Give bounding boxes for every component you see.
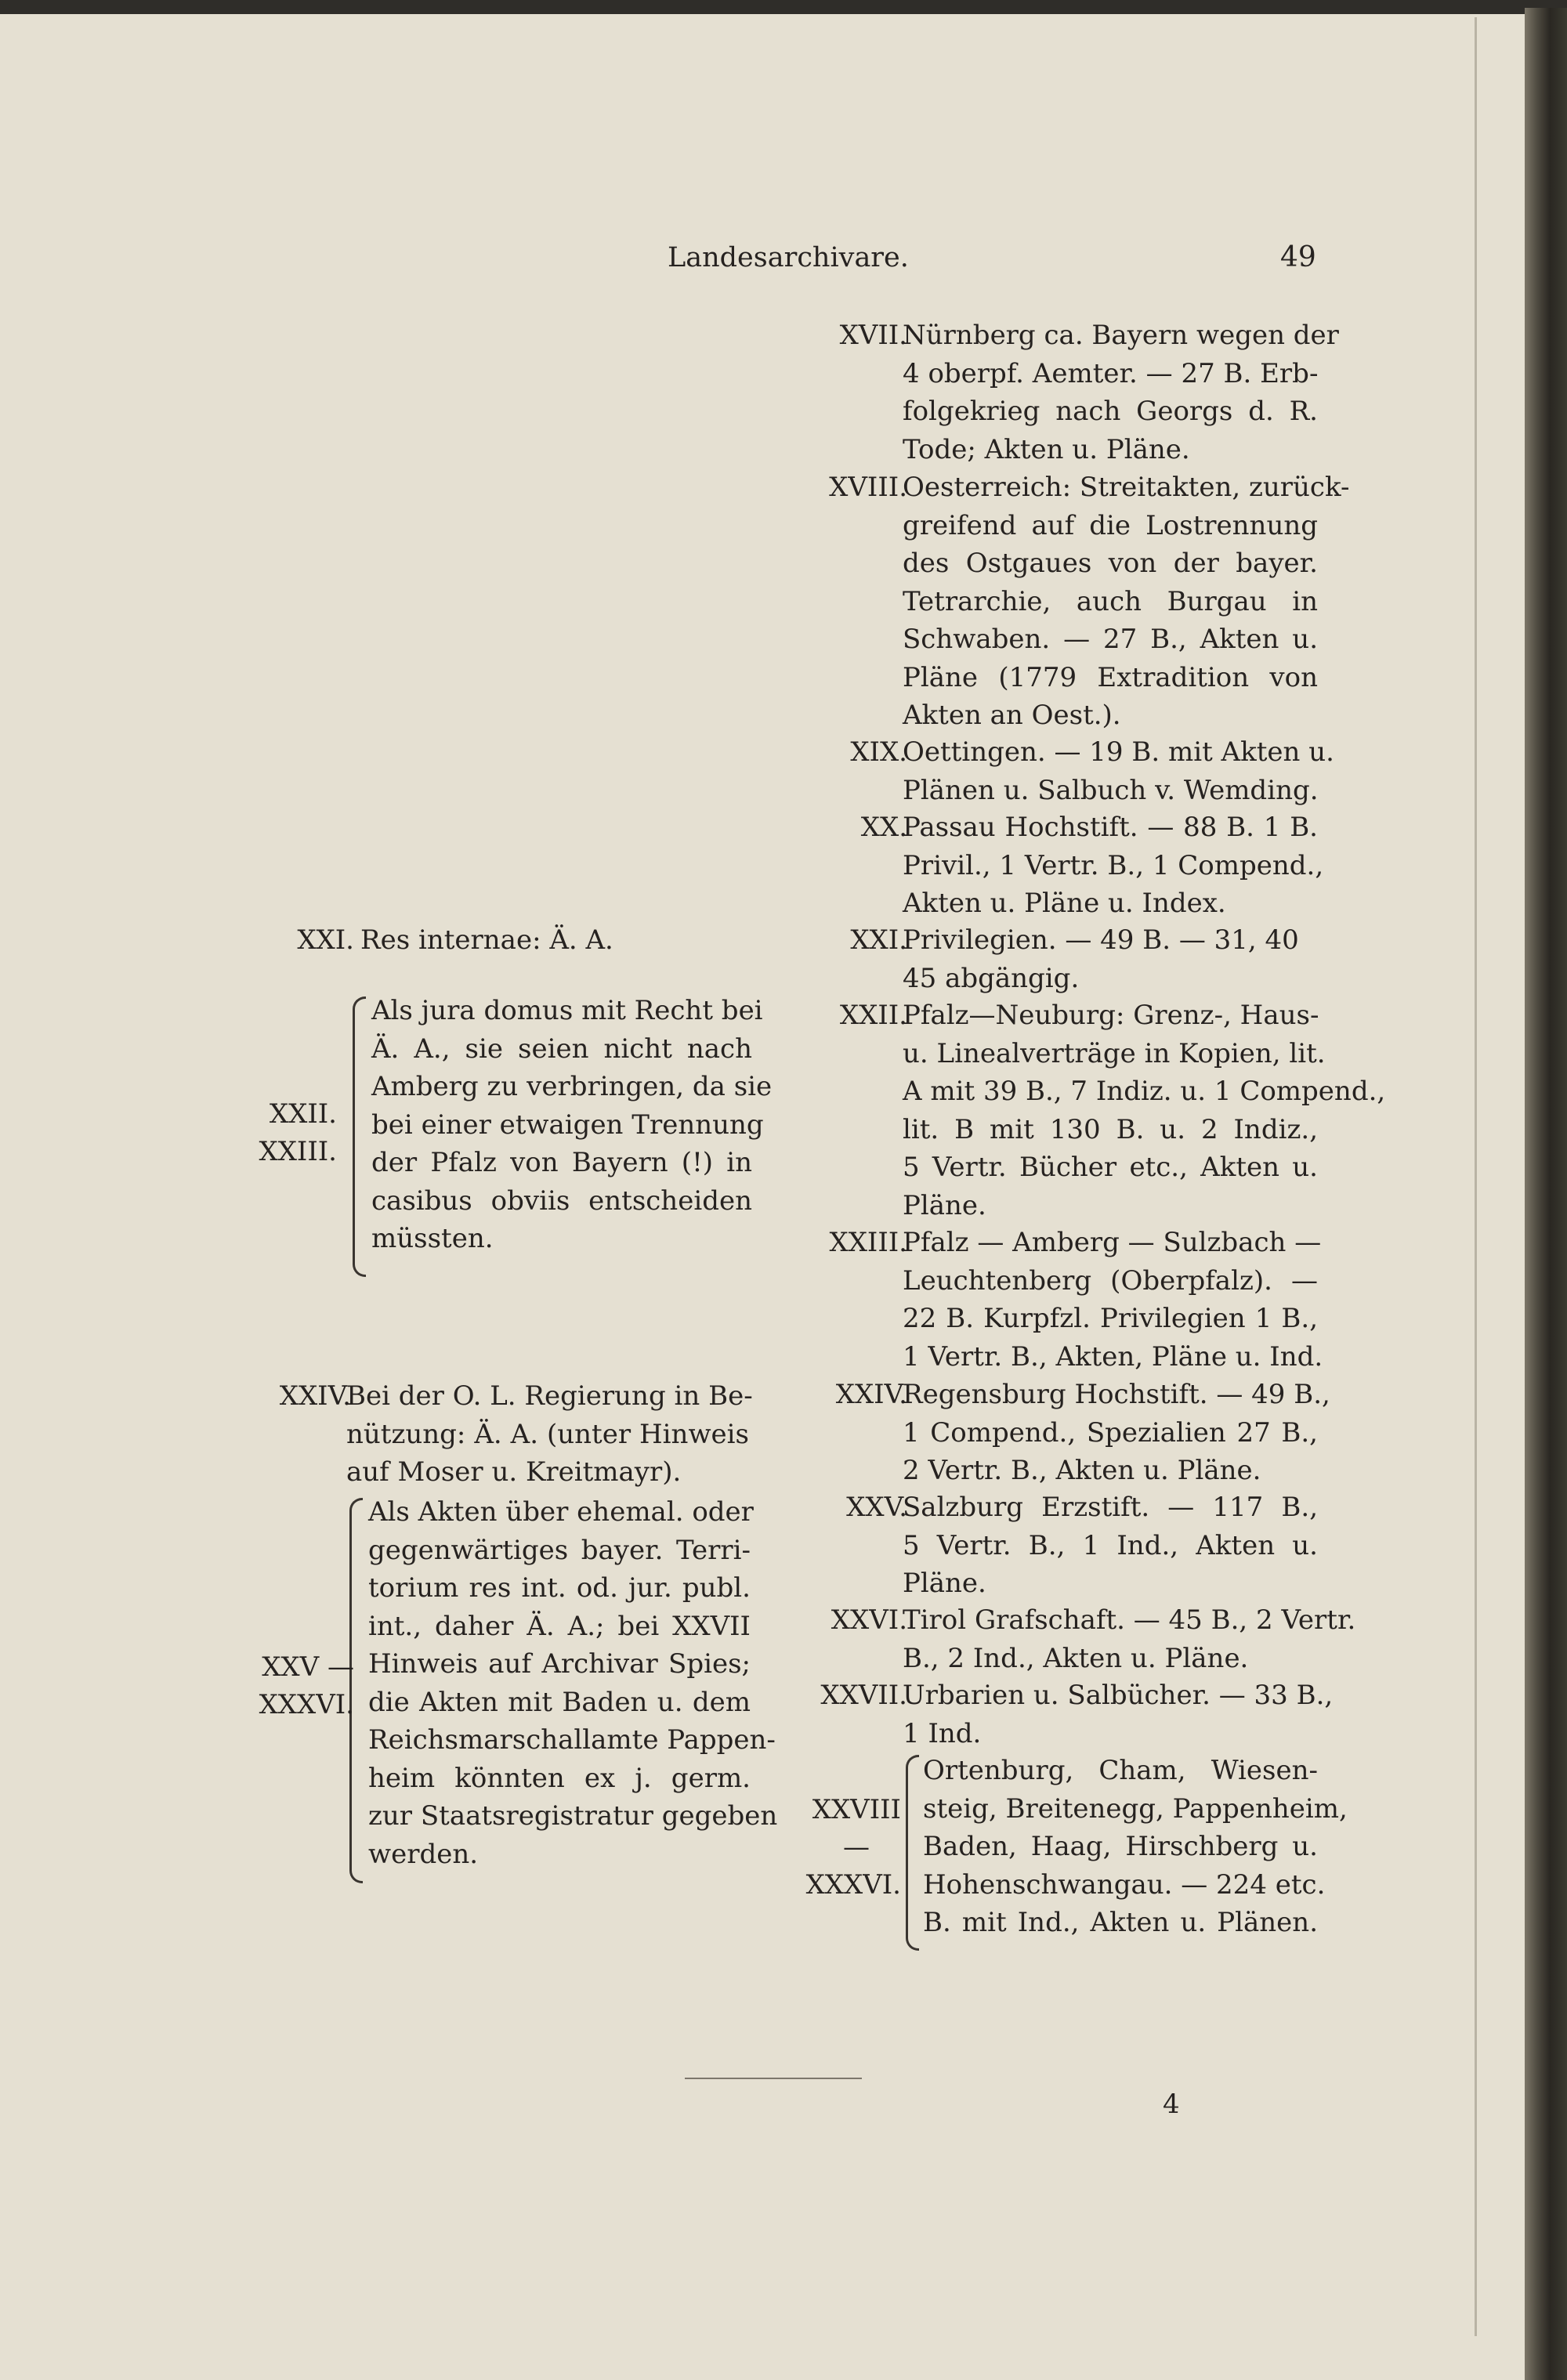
text-line: 5 Vertr. Bücher etc., Akten u.: [903, 1152, 1318, 1183]
right-entry-xvii: [903, 316, 1339, 468]
text-line: Pläne.: [903, 1568, 986, 1599]
running-head: Landesarchivare.: [668, 242, 909, 273]
text-line: Oesterreich: Streitakten, zurück-: [903, 472, 1350, 503]
right-entry-xxvi: [903, 1601, 1356, 1677]
text-line: der Pfalz von Bayern (!) in: [371, 1147, 752, 1178]
text-line: Salzburg Erzstift. — 117 B.,: [903, 1492, 1318, 1523]
left-label-xxxvi: XXXVI.: [259, 1689, 354, 1720]
right-brace-xxviii: [906, 1755, 919, 1951]
text-line: Passau Hochstift. — 88 B. 1 B.: [903, 812, 1318, 843]
right-entry-xix: [903, 733, 1334, 809]
right-entry-xxvii: [903, 1676, 1334, 1752]
text-line: gegenwärtiges bayer. Terri-: [368, 1534, 751, 1566]
text-line: müssten.: [371, 1223, 494, 1254]
text-line: Tetrarchie, auch Burgau in: [903, 585, 1318, 617]
text-line: B., 2 Ind., Akten u. Pläne.: [903, 1642, 1249, 1674]
text-line: zur Staatsregistratur gegeben: [368, 1800, 778, 1832]
text-line: Privil., 1 Vertr. B., 1 Compend.,: [903, 849, 1324, 881]
left-block-xxii: [371, 992, 773, 1258]
text-line: Pläne (1779 Extradition von: [903, 661, 1318, 693]
text-line: auf Moser u. Kreitmayr).: [346, 1456, 682, 1488]
left-label-xxiv: XXIV.: [279, 1380, 351, 1412]
right-label-xxxvi: XXXVI.: [805, 1869, 901, 1901]
text-line: 5 Vertr. B., 1 Ind., Akten u.: [903, 1529, 1318, 1561]
right-label-xxiv: XXIV.: [835, 1379, 907, 1410]
text-line: Akten an Oest.).: [903, 700, 1121, 731]
text-line: steig, Breitenegg, Pappenheim,: [923, 1792, 1348, 1825]
text-line: Nürnberg ca. Bayern wegen der: [903, 320, 1339, 351]
text-line: Pläne.: [903, 1189, 986, 1221]
right-entry-xx: [903, 808, 1324, 923]
text-line: nützung: Ä. A. (unter Hinweis: [346, 1418, 749, 1450]
text-line: Leuchtenberg (Oberpfalz). —: [903, 1264, 1318, 1297]
text-line: Pfalz—Neuburg: Grenz-, Haus-: [903, 1000, 1319, 1031]
text-line: 1 Vertr. B., Akten, Pläne u. Ind.: [903, 1340, 1323, 1373]
text-line: Schwaben. — 27 B., Akten u.: [903, 624, 1318, 655]
text-line: Plänen u. Salbuch v. Wemding.: [903, 774, 1319, 806]
right-entry-xviii: [903, 468, 1350, 735]
text-line: lit. B mit 130 B. u. 2 Indiz.,: [903, 1113, 1318, 1145]
text-line: u. Linealverträge in Kopien, lit.: [903, 1037, 1326, 1069]
left-text-xxi: Res internae: Ä. A.: [360, 924, 613, 956]
right-label-xix: XIX.: [850, 736, 907, 768]
right-label-dash: —: [843, 1832, 870, 1863]
text-line: Tode; Akten u. Pläne.: [903, 433, 1190, 465]
text-line: Ä. A., sie seien nicht nach: [371, 1033, 752, 1065]
text-line: casibus obviis entscheiden: [371, 1185, 752, 1217]
right-label-xxv: XXV.: [846, 1492, 907, 1523]
text-line: 1 Compend., Spezialien 27 B.,: [903, 1416, 1318, 1449]
right-label-xviii: XVIII.: [829, 472, 907, 503]
right-label-xx: XX.: [860, 812, 907, 843]
text-line: heim könnten ex j. germ.: [368, 1762, 751, 1794]
text-line: 22 B. Kurpfzl. Privilegien 1 B.,: [903, 1303, 1318, 1334]
right-entry-xxiv: [903, 1376, 1330, 1490]
text-line: greifend auf die Lostrennung: [903, 509, 1318, 541]
left-label-xxv: XXV —: [262, 1651, 354, 1683]
right-label-xxi: XXI.: [850, 924, 907, 956]
right-entry-xxii: [903, 996, 1386, 1224]
left-block-xxiv: [346, 1377, 753, 1492]
text-line: Als jura domus mit Recht bei: [371, 995, 763, 1026]
text-line: Pfalz — Amberg — Sulzbach —: [903, 1227, 1322, 1258]
left-label-xxiii: XXIII.: [259, 1136, 337, 1167]
right-entry-xxv: [903, 1488, 1318, 1603]
text-line: Baden, Haag, Hirschberg u.: [923, 1831, 1318, 1862]
text-line: Urbarien u. Salbücher. — 33 B.,: [903, 1680, 1334, 1711]
text-line: int., daher Ä. A.; bei XXVII: [368, 1610, 751, 1642]
text-line: Amberg zu verbringen, da sie: [371, 1071, 773, 1102]
text-line: B. mit Ind., Akten u. Plänen.: [923, 1907, 1318, 1938]
right-entry-xxiii: [903, 1224, 1323, 1376]
right-label-xxviii: XXVIII: [812, 1794, 901, 1825]
left-brace-xxii: [353, 996, 366, 1277]
left-block-xxv: [368, 1493, 778, 1873]
text-line: des Ostgaues von der bayer.: [903, 548, 1318, 579]
text-line: 4 oberpf. Aemter. — 27 B. Erb-: [903, 357, 1319, 389]
text-line: Regensburg Hochstift. — 49 B.,: [903, 1379, 1330, 1410]
text-line: Oettingen. — 19 B. mit Akten u.: [903, 736, 1334, 768]
signature-mark: 4: [1163, 2089, 1180, 2120]
left-label-xxii: XXII.: [269, 1098, 337, 1130]
text-line: Ortenburg, Cham, Wiesen-: [923, 1755, 1318, 1786]
left-label-xxi: XXI.: [297, 924, 354, 956]
text-line: 45 abgängig.: [903, 962, 1080, 994]
text-line: torium res int. od. jur. publ.: [368, 1572, 751, 1604]
text-line: Bei der O. L. Regierung in Be-: [346, 1380, 753, 1412]
right-label-xxvii: XXVII.: [820, 1680, 907, 1711]
text-line: Reichsmarschallamte Pappen-: [368, 1724, 776, 1756]
text-line: werden.: [368, 1838, 479, 1870]
text-line: Hohenschwangau. — 224 etc.: [923, 1868, 1326, 1901]
text-line: A mit 39 B., 7 Indiz. u. 1 Compend.,: [903, 1076, 1386, 1107]
right-label-xxii: XXII.: [839, 1000, 907, 1031]
text-line: 2 Vertr. B., Akten u. Pläne.: [903, 1455, 1261, 1486]
text-line: 1 Ind.: [903, 1717, 982, 1749]
text-line: Hinweis auf Archivar Spies;: [368, 1648, 751, 1680]
text-line: folgekrieg nach Georgs d. R.: [903, 396, 1318, 427]
text-line: Tirol Grafschaft. — 45 B., 2 Vertr.: [903, 1604, 1356, 1636]
book-spine-edge: [1525, 8, 1567, 2380]
text-line: Privilegien. — 49 B. — 31, 40: [903, 924, 1299, 956]
footer-rule: [685, 2078, 862, 2079]
right-label-xxvi: XXVI.: [831, 1604, 907, 1636]
right-label-xvii: XVII.: [839, 320, 907, 351]
right-entry-xxi: [903, 921, 1299, 997]
text-line: Als Akten über ehemal. oder: [368, 1496, 754, 1528]
text-line: die Akten mit Baden u. dem: [368, 1686, 751, 1718]
page-edge-line: [1475, 17, 1477, 2336]
page-number: 49: [1280, 241, 1316, 273]
text-line: Akten u. Pläne u. Index.: [903, 888, 1226, 919]
right-block-xxviii: [923, 1752, 1348, 1942]
text-line: bei einer etwaigen Trennung: [371, 1109, 764, 1141]
right-label-xxiii: XXIII.: [829, 1227, 907, 1258]
